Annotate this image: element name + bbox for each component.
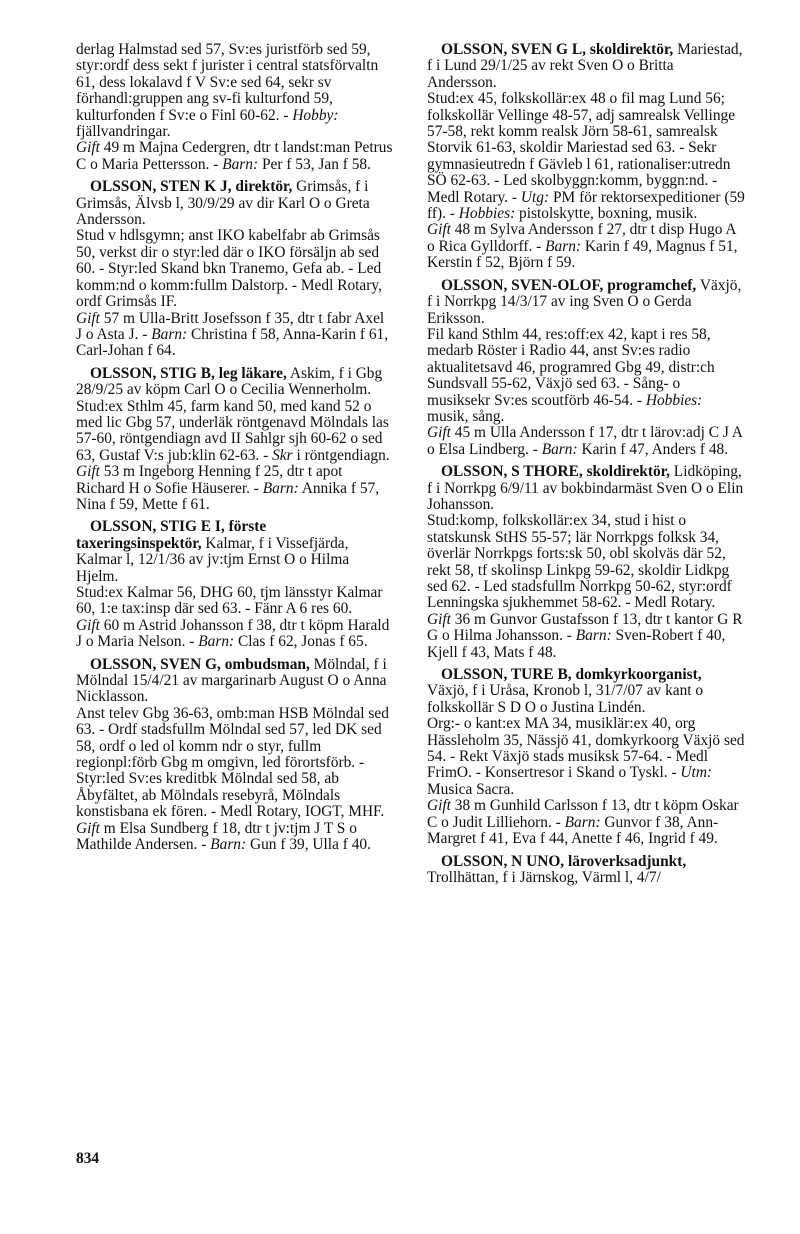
entry-text: Kalmar, f i Vissefjärda, Kalmar l, 12/1/36 av jv:tjm Ernst O o Hilma Hjelm. — [76, 534, 350, 585]
entry-text: Stud v hdlsgymn; anst IKO kabelfabr ab Grimsås 50, verkst dir o styr:led där o IKO försäljn ab sed 60. - Styr:led Skand bkn Tranemo, Gefa ab. - Led komm:nd o komm:fullm Dalstorp. - Medl Rotary, ordf Grimsås IF. — [76, 227, 382, 311]
entry-text: Gun f 39, Ulla f 40. — [246, 836, 371, 854]
field-label: Barn: — [545, 237, 582, 255]
entry-heading — [76, 366, 394, 399]
entry-text: Askim, f i Gbg 28/9/25 av köpm Carl O o Cecilia Wennerholm. — [76, 364, 383, 399]
person-name: OLSSON, STIG E I, — [90, 518, 225, 536]
entry-heading — [427, 854, 745, 887]
entry-paragraph — [427, 327, 745, 425]
person-title: skoldirektör, — [586, 463, 670, 481]
biography-entry — [427, 278, 745, 458]
person-name: OLSSON, STEN K J, — [90, 178, 232, 196]
field-label: Barn: — [541, 440, 578, 458]
entry-text: 48 m Sylva Andersson f 27, dtr t disp Hugo A o Rica Gylldorff. - — [427, 221, 736, 255]
field-label: Barn: — [575, 627, 612, 645]
entry-paragraph — [76, 399, 394, 465]
field-label: Hobbies: — [458, 205, 516, 223]
field-label: Hobby: — [292, 106, 339, 124]
field-label: Gift — [76, 819, 100, 837]
person-name: OLSSON, SVEN G L, — [441, 41, 586, 58]
person-title: leg läkare, — [218, 364, 287, 382]
field-label: Gift — [427, 610, 451, 628]
field-label: Barn: — [151, 325, 188, 343]
field-label: Skr — [272, 446, 293, 464]
entry-paragraph — [76, 140, 394, 173]
entry-text: 36 m Gunvor Gustafsson f 13, dtr t kantor G R G o Hilma Johansson. - — [427, 610, 743, 645]
entry-paragraph — [76, 706, 394, 821]
person-title: läroverksadjunkt, — [568, 852, 687, 870]
field-label: Barn: — [262, 479, 299, 497]
field-label: Gift — [76, 463, 100, 481]
biography-entry — [427, 464, 745, 661]
biography-entry — [76, 179, 394, 359]
entry-text: 53 m Ingeborg Henning f 25, dtr t apot Richard H o Sofie Häuserer. - — [76, 463, 343, 497]
person-name: OLSSON, TURE B, — [441, 666, 572, 684]
biography-entry — [427, 42, 745, 272]
entry-continuation — [76, 42, 394, 173]
field-label: Barn: — [564, 813, 601, 831]
entry-heading — [427, 278, 745, 327]
entry-text: pistolskytte, boxning, musik. — [515, 205, 698, 223]
biography-entry — [427, 667, 745, 847]
person-name: OLSSON, N UNO, — [441, 852, 565, 870]
biography-entry — [76, 366, 394, 514]
field-label: Hobbies: — [645, 391, 703, 409]
entry-text: PM för rektorsexpeditioner (59 ff). - — [427, 188, 745, 223]
entry-text: Christina f 58, Anna-Karin f 61, Carl-Johan f 64. — [76, 325, 389, 360]
entry-text: Trollhättan, f i Järnskog, Värml l, 4/7/ — [427, 868, 661, 886]
entry-text: Stud:ex Kalmar 56, DHG 60, tjm länsstyr Kalmar 60, 1:e tax:insp där sed 63. - Fänr A 6 res 60. — [76, 584, 383, 618]
biography-entry — [76, 519, 394, 650]
entry-paragraph — [76, 311, 394, 360]
entry-text: Karin f 47, Anders f 48. — [577, 440, 729, 458]
entry-text: Gunvor f 38, Ann-Margret f 41, Eva f 44, Anette f 46, Ingrid f 49. — [427, 813, 719, 848]
entry-text: Clas f 62, Jonas f 65. — [234, 633, 368, 651]
person-title: direktör, — [235, 178, 293, 196]
biography-entry — [76, 657, 394, 854]
field-label: Barn: — [198, 633, 235, 651]
entry-text: Karin f 49, Magnus f 51, Kerstin f 52, Björn f 59. — [427, 237, 738, 272]
entry-text: Grimsås, f i Grimsås, Älvsb l, 30/9/29 av dir Karl O o Greta Andersson. — [76, 178, 370, 229]
entry-text: Org:- o kant:ex MA 34, musiklär:ex 40, org Hässleholm 35, Nässjö 41, domkyrkoorg Växjö sed 54. - Rekt Växjö stads musiksk 57-64. - Medl FrimO. - Konsertresor i Skand o Tyskl. - — [427, 715, 745, 782]
entry-text: 38 m Gunhild Carlsson f 13, dtr t köpm Oskar C o Judit Lilliehorn. - — [427, 797, 739, 831]
person-name: OLSSON, S THORE, — [441, 463, 583, 481]
entry-text: Stud:ex Sthlm 45, farm kand 50, med kand 52 o med lic Gbg 57, underläk röntgenavd Mölndals las 57-60, röntgendiagn avd II Sahlgr sjh 60-62 o sed 63, Gustaf V:s jub:klin 62-63. - — [76, 397, 389, 464]
entry-text: musik, sång. — [427, 407, 505, 425]
entry-text: derlag Halmstad sed 57, Sv:es juristförb sed 59, styr:ordf dess sekt f jurister i central statsförvaltn 61, dess lokalavd f V Sv:e sed 64, sekr sv förhandl:gruppen ang sv-fi kulturfond 59, kulturfonden f Sv:e o Finl 60-62. - — [76, 41, 379, 124]
entry-heading — [76, 179, 394, 228]
field-label: Gift — [76, 309, 100, 327]
entry-paragraph — [76, 464, 394, 513]
entry-paragraph — [427, 513, 745, 611]
page-number: 834 — [76, 1150, 100, 1167]
entry-text: 49 m Majna Cedergren, dtr t landst:man Petrus C o Maria Pettersson. - — [76, 139, 393, 173]
entry-text: Annika f 57, Nina f 59, Mette f 61. — [76, 479, 380, 513]
entry-text: i röntgendiagn. — [292, 446, 390, 464]
entry-text: m Elsa Sundberg f 18, dtr t jv:tjm J T S o Mathilde Andersen. - — [76, 819, 357, 854]
entry-text: Musica Sacra. — [427, 780, 515, 798]
entry-text: Mölndal, f i Mölndal 15/4/21 av margarinarb August O o Anna Nicklasson. — [76, 655, 387, 706]
person-title: domkyrkoorganist, — [575, 666, 702, 684]
entry-paragraph — [76, 821, 394, 854]
entry-paragraph — [76, 228, 394, 310]
entry-text: 45 m Ulla Andersson f 17, dtr t lärov:adj C J A o Elsa Lindberg. - — [427, 424, 743, 458]
entry-paragraph — [427, 425, 745, 458]
entry-text: Fil kand Sthlm 44, res:off:ex 42, kapt i res 58, medarb Röster i Radio 44, anst Sv:es radio aktualitetsavd 46, programred Gbg 49, distr:ch Sundsvall 55-62, Växjö sed 63. - Sång- o musiksekr Sv:es scoutförb 46-54. - — [427, 325, 715, 409]
entry-paragraph — [427, 798, 745, 847]
entry-heading — [427, 464, 745, 513]
field-label: Gift — [427, 424, 451, 442]
entry-text: Anst telev Gbg 36-63, omb:man HSB Mölndal sed 63. - Ordf stadsfullm Mölndal sed 57, led DK sed 58, ordf o led ol komm ndr o styr, fullm regionpl:förb Gbg m omgivn, led förortsförb. - Styr:led Sv:es kreditbk Mölndal sed 58, ab Åbyfältet, ab Mölndals resebyrå, Mölndals konstisbana ek fören. - Medl Rotary, IOGT, MHF. — [76, 704, 389, 821]
person-title: programchef, — [607, 276, 697, 294]
entry-paragraph — [76, 585, 394, 618]
entry-text: Lidköping, f i Norrkpg 6/9/11 av bokbindarmäst Sven O o Elin Johansson. — [427, 463, 744, 513]
entry-text: Sven-Robert f 40, Kjell f 43, Mats f 48. — [427, 627, 726, 661]
entry-paragraph — [427, 716, 745, 798]
entry-text: 57 m Ulla-Britt Josefsson f 35, dtr t fabr Axel J o Asta J. - — [76, 309, 385, 343]
field-label: Gift — [427, 221, 451, 239]
entry-text: 60 m Astrid Johansson f 38, dtr t köpm Harald J o Maria Nelson. - — [76, 616, 390, 651]
field-label: Barn: — [222, 155, 259, 173]
entry-text: Stud:ex 45, folkskollär:ex 48 o fil mag Lund 56; folkskollär Vellinge 48-57, adj samrealsk Vellinge 57-58, rekt komm realsk Jörn 58-61, samrealsk Storvik 61-63, skoldir Mariestad sed 63. - Sekr gymnasieutredn f Gävleb l 61, rationaliser:utredn SÖ 62-63. - Led skolbyggn:komm, byggn:nd. - Medl Rotary. - — [427, 90, 736, 206]
entry-paragraph — [76, 618, 394, 651]
entry-heading — [427, 667, 745, 716]
person-name: OLSSON, SVEN G, — [90, 655, 221, 673]
entry-heading — [76, 519, 394, 585]
entry-text: Växjö, f i Norrkpg 14/3/17 av ing Sven O o Gerda Eriksson. — [427, 276, 742, 327]
entry-text: Mariestad, f i Lund 29/1/25 av rekt Sven O o Britta Andersson. — [427, 41, 743, 91]
person-title: förste taxeringsinspektör, — [76, 518, 267, 552]
person-name: OLSSON, STIG B, — [90, 364, 215, 382]
field-label: Gift — [76, 139, 100, 157]
field-label: Utm: — [680, 764, 713, 782]
field-label: Gift — [427, 797, 451, 815]
entry-heading — [76, 657, 394, 706]
biography-entry — [427, 854, 745, 887]
entry-paragraph — [427, 612, 745, 661]
entry-heading — [427, 42, 745, 91]
entry-text: Växjö, f i Uråsa, Kronob l, 31/7/07 av kant o folkskollär S D O o Justina Lindén. — [427, 682, 704, 716]
entry-paragraph — [427, 91, 745, 222]
person-title: skoldirektör, — [589, 41, 674, 58]
person-name: OLSSON, SVEN-OLOF, — [441, 276, 604, 294]
left-column — [76, 42, 394, 860]
entry-text: Per f 53, Jan f 58. — [258, 155, 371, 173]
entry-paragraph — [427, 222, 745, 271]
field-label: Gift — [76, 616, 100, 634]
field-label: Barn: — [210, 836, 247, 854]
entry-text: fjällvandringar. — [76, 123, 171, 141]
entry-text: Stud:komp, folkskollär:ex 34, stud i hist o statskunsk StHS 55-57; lär Norrkpgs folksk 34, överlär Norrkpgs forts:sk 50, obl skolväs där 52, rekt 58, tf skolinsp Linkpg 59-62, skoldir Lidkpg sed 62. - Led stadsfullm Norrkpg 50-62, styr:ordf Lenningska sjukhemmet 58-62. - Medl Rotary. — [427, 512, 732, 612]
field-label: Utg: — [520, 188, 550, 206]
right-column — [427, 42, 745, 892]
person-title: ombudsman, — [224, 655, 310, 673]
entry-paragraph — [76, 42, 394, 140]
